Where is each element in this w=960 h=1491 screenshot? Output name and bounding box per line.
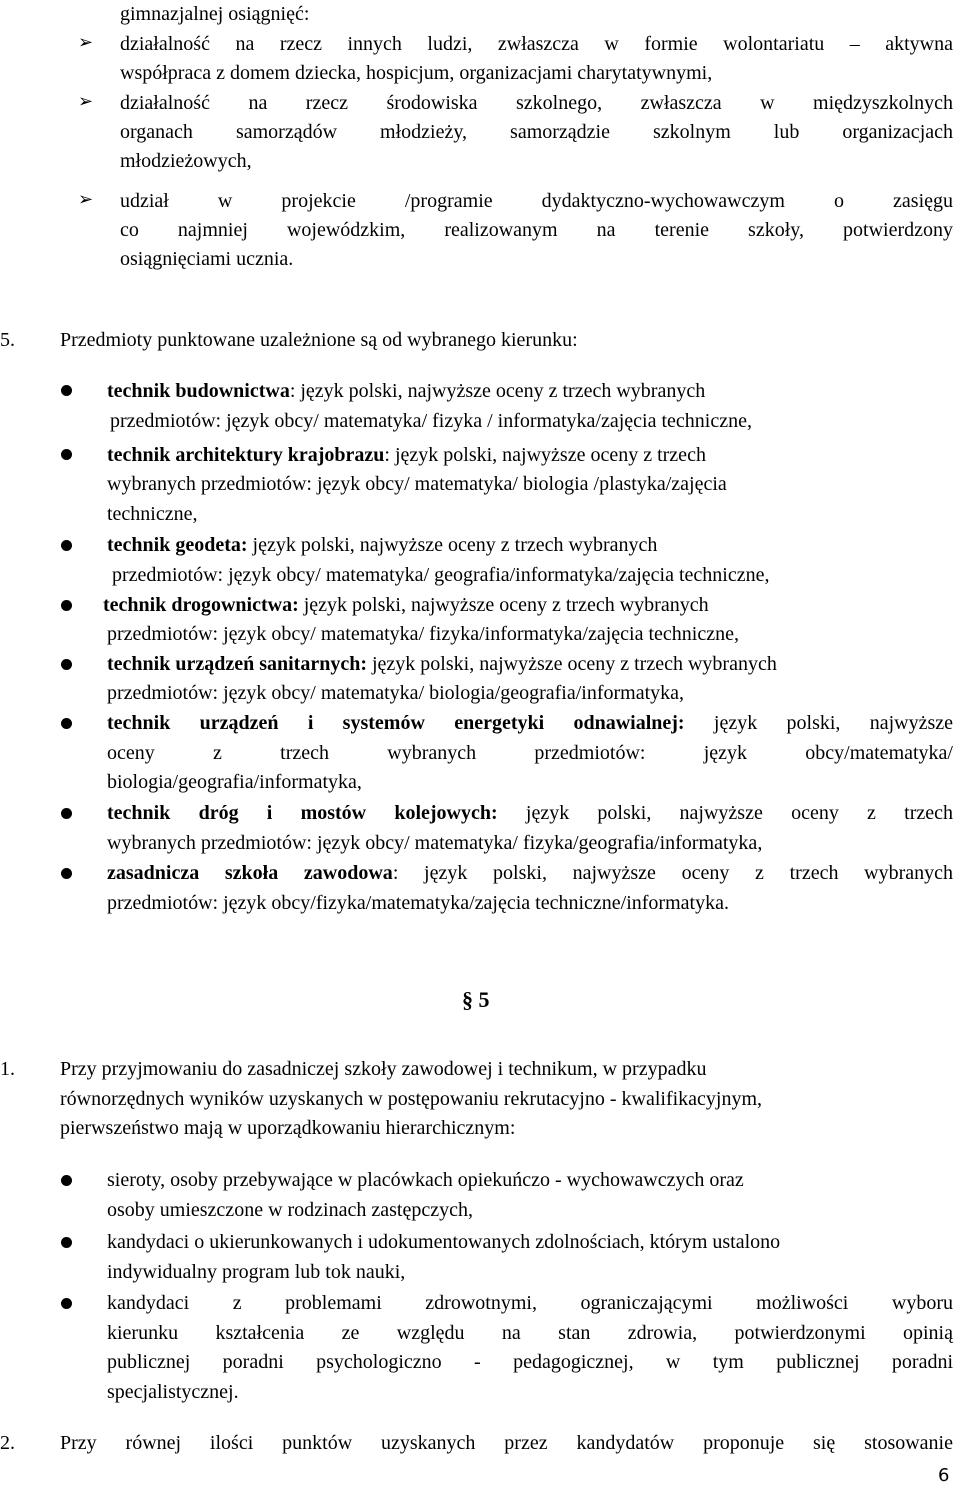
list-item-line — [107, 440, 706, 470]
bullet-dot-icon — [61, 385, 72, 396]
list-item-line: młodzieżowych, — [120, 150, 252, 172]
list-item-line: techniczne, — [107, 503, 198, 525]
list-item-line — [107, 649, 777, 679]
field-name: technik urządzeń i systemów energetyki odnawialnej: — [107, 712, 685, 734]
bullet-dot-icon — [61, 1237, 72, 1248]
list-item-line: działalność na rzecz środowiska szkolnego, zwłaszcza w międzyszkolnych — [120, 92, 953, 114]
field-desc: : język polski, najwyższe oceny z trzech — [384, 444, 706, 466]
list-item-line: oceny z trzech wybranych przedmiotów: język obcy/matematyka/ — [107, 742, 953, 764]
list-item-line: indywidualny program lub tok nauki, — [107, 1261, 406, 1283]
section-heading: Przedmioty punktowane uzależnione są od wybranego kierunku: — [60, 329, 578, 351]
list-item-line: wybranych przedmiotów: język obcy/ matematyka/ biologia /plastyka/zajęcia — [107, 473, 727, 495]
bullet-dot-icon — [61, 868, 72, 879]
field-desc: : język polski, najwyższe oceny z trzech wybranych — [289, 380, 706, 402]
list-item-line: biologia/geografia/informatyka, — [107, 771, 362, 793]
list-item-line: przedmiotów: język obcy/ matematyka/ biologia/geografia/informatyka, — [107, 682, 685, 704]
arrow-bullet-icon: ➢ — [78, 32, 94, 53]
list-item-line: kandydaci z problemami zdrowotnymi, ograniczającymi możliwości wyboru — [107, 1292, 953, 1314]
field-name: technik architektury krajobrazu — [107, 444, 385, 466]
field-desc: język polski, najwyższe oceny z trzech wybranych — [247, 534, 658, 556]
bullet-dot-icon — [61, 808, 72, 819]
field-name: zasadnicza szkoła zawodowa — [107, 862, 393, 884]
list-item-line: kierunku kształcenia ze względu na stan zdrowia, potwierdzonymi opinią — [107, 1322, 953, 1344]
list-item-line: publicznej poradni psychologiczno - pedagogicznej, w tym publicznej poradni — [107, 1351, 953, 1373]
list-item-line: współpraca z domem dziecka, hospicjum, organizacjami charytatywnymi, — [120, 62, 713, 84]
list-item-line: organach samorządów młodzieży, samorządzie szkolnym lub organizacjach — [120, 121, 953, 143]
field-name: technik urządzeń sanitarnych: — [107, 653, 367, 675]
list-item-line — [107, 858, 953, 888]
list-item-line: co najmniej wojewódzkim, realizowanym na terenie szkoły, potwierdzony — [120, 219, 953, 241]
list-item-line — [103, 590, 709, 620]
field-desc: język polski, najwyższe oceny z trzech wybranych — [298, 594, 709, 616]
list-item-line: kandydaci o ukierunkowanych i udokumentowanych zdolnościach, którym ustalono — [107, 1231, 781, 1253]
field-name: technik dróg i mostów kolejowych: — [107, 802, 498, 824]
list-item-line: wybranych przedmiotów: język obcy/ matematyka/ fizyka/geografia/informatyka, — [107, 832, 763, 854]
arrow-bullet-icon: ➢ — [78, 91, 94, 112]
list-item-line: udział w projekcie /programie dydaktyczno-wychowawczym o zasięgu — [120, 190, 953, 212]
list-intro: gimnazjalnej osiągnięć: — [120, 3, 310, 25]
list-item-line — [107, 708, 953, 738]
bullet-dot-icon — [61, 1175, 72, 1186]
list-item-line — [107, 530, 657, 560]
field-desc: język polski, najwyższe oceny z trzech — [497, 802, 953, 824]
list-item-line: osoby umieszczone w rodzinach zastępczych, — [107, 1199, 473, 1221]
list-item-line: sieroty, osoby przebywające w placówkach opiekuńczo - wychowawczych oraz — [107, 1169, 744, 1191]
paragraph-line: równorzędnych wyników uzyskanych w postępowaniu rekrutacyjno - kwalifikacyjnym, — [60, 1088, 763, 1110]
paragraph-number: 1. — [0, 1058, 15, 1080]
field-name: technik budownictwa — [107, 380, 290, 402]
list-item-line — [107, 376, 705, 406]
bullet-dot-icon — [61, 600, 72, 611]
field-desc: język polski, najwyższe oceny z trzech wybranych — [367, 653, 777, 675]
list-item-line: przedmiotów: język obcy/ matematyka/ fizyka/informatyka/zajęcia techniczne, — [107, 623, 739, 645]
field-desc: : język polski, najwyższe oceny z trzech wybranych — [392, 862, 953, 884]
paragraph-line: Przy przyjmowaniu do zasadniczej szkoły zawodowej i technikum, w przypadku — [60, 1058, 707, 1080]
list-item-line: przedmiotów: język obcy/ matematyka/ fizyka / informatyka/zajęcia techniczne, — [110, 410, 752, 432]
list-item-line: działalność na rzecz innych ludzi, zwłaszcza w formie wolontariatu – aktywna — [120, 33, 953, 55]
field-desc: język polski, najwyższe — [684, 712, 953, 734]
field-name: technik geodeta: — [107, 534, 248, 556]
paragraph-line: pierwszeństwo mają w uporządkowaniu hierarchicznym: — [60, 1117, 516, 1139]
paragraph-line: Przy równej ilości punktów uzyskanych przez kandydatów proponuje się stosowanie — [60, 1432, 953, 1454]
bullet-dot-icon — [61, 659, 72, 670]
list-item-line: przedmiotów: język obcy/fizyka/matematyka/zajęcia techniczne/informatyka. — [107, 892, 729, 914]
page-number: 6 — [938, 1465, 950, 1486]
field-name: technik drogownictwa: — [103, 594, 299, 616]
paragraph-number: 2. — [0, 1432, 15, 1454]
paragraph-title: § 5 — [462, 987, 490, 1012]
arrow-bullet-icon: ➢ — [78, 189, 94, 210]
bullet-dot-icon — [61, 540, 72, 551]
list-item-line: przedmiotów: język obcy/ matematyka/ geografia/informatyka/zajęcia techniczne, — [112, 564, 770, 586]
bullet-dot-icon — [61, 718, 72, 729]
list-item-line: osiągnięciami ucznia. — [120, 248, 294, 270]
list-item-line — [107, 798, 953, 828]
bullet-dot-icon — [61, 1298, 72, 1309]
bullet-dot-icon — [61, 449, 72, 460]
list-item-line: specjalistycznej. — [107, 1381, 239, 1403]
section-number: 5. — [0, 329, 15, 351]
